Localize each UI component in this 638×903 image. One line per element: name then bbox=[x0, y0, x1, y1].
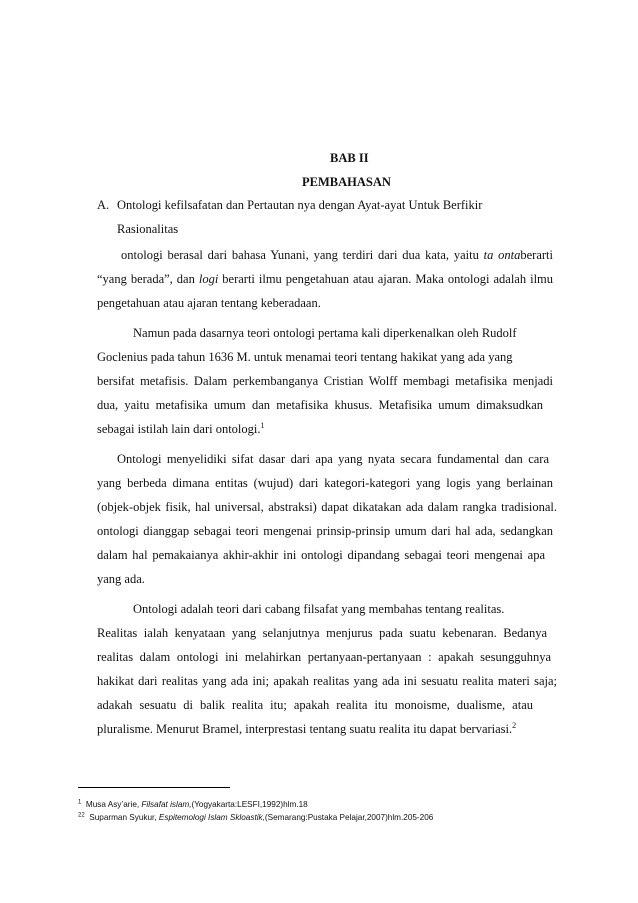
text-line: “yang berada”, dan logi berarti ilmu pengetahuan atau ajaran. Maka ontologi adalah ilmu bbox=[97, 272, 554, 286]
text-line: ontologi dianggap sebagai teori mengenai prinsip-prinsip umum dari hal ada, sedangkan bbox=[97, 524, 553, 538]
italic-term: logi bbox=[198, 272, 219, 286]
text-line: pluralisme. Menurut Bramel, interprestasi tentang suatu realita itu dapat bervariasi.$^2$ bbox=[97, 720, 517, 736]
section-heading-line: Ontologi kefilsafatan dan Pertautan nya dengan Ayat-ayat Untuk Berfikir bbox=[117, 198, 483, 212]
text-line: Goclenius pada tahun 1636 M. untuk menamai teori tentang hakikat yang ada yang bbox=[97, 350, 513, 364]
text-line: sebagai istilah lain dari ontologi.$^1$ bbox=[97, 420, 265, 436]
footnote-divider bbox=[78, 787, 230, 788]
text-line: hakikat dari realitas yang ada ini; apakah realitas yang ada ini sesuatu realita materi saja; bbox=[97, 674, 557, 688]
chapter-label: BAB II bbox=[330, 151, 369, 165]
text-line: Ontologi adalah teori dari cabang filsafat yang membahas tentang realitas. bbox=[133, 602, 505, 616]
text-line: Namun pada dasarnya teori ontologi pertama kali diperkenalkan oleh Rudolf bbox=[133, 326, 517, 340]
footnote: $^1$ Musa Asy’arie, Filsafat islam,(Yogyakarta:LESFI,1992)hlm.18 bbox=[78, 799, 308, 809]
chapter-title: PEMBAHASAN bbox=[302, 175, 391, 189]
text-line: pengetahuan atau ajaran tentang keberadaan. bbox=[97, 296, 321, 310]
text-line: ontologi berasal dari bahasa Yunani, yang terdiri dari dua kata, yaitu ta ontaberarti bbox=[121, 248, 553, 262]
footnote-ref: 1 bbox=[260, 420, 265, 430]
text-line: realitas dalam ontologi ini melahirkan pertanyaan-pertanyaan : apakah sesungguhnya bbox=[97, 650, 551, 664]
section-marker: A. bbox=[97, 198, 110, 212]
footnote-ref: 2 bbox=[512, 720, 517, 730]
text-line: dua, yaitu metafisika umum dan metafisika khusus. Metafisika umum dimaksudkan bbox=[97, 398, 543, 412]
text-line: yang ada. bbox=[97, 572, 145, 586]
italic-term: ta onta bbox=[483, 248, 521, 262]
footnote: $^{22}$ Suparman Syukur, Espitemologi Islam Skloastik,(Semarang:Pustaka Pelajar,2007)hlm.205-206 bbox=[78, 812, 434, 822]
text-line: dalam hal pemakaianya akhir-akhir ini ontologi dipandang sebagai teori mengenai apa bbox=[97, 548, 545, 562]
text-line: Realitas ialah kenyataan yang selanjutnya menjurus pada suatu kebenaran. Bedanya bbox=[97, 626, 547, 640]
section-heading-line: Rasionalitas bbox=[117, 222, 179, 236]
text-line: (objek-objek fisik, hal universal, abstraksi) dapat dikatakan ada dalam rangka tradisional. bbox=[97, 500, 557, 514]
text-line: yang berbeda dimana entitas (wujud) dari kategori-kategori yang logis yang berlainan bbox=[97, 476, 553, 490]
text-line: Ontologi menyelidiki sifat dasar dari apa yang nyata secara fundamental dan cara bbox=[117, 452, 549, 466]
text-line: adakah sesuatu di balik realita itu; apakah realita itu monoisme, dualisme, atau bbox=[97, 698, 533, 712]
text-line: bersifat metafisis. Dalam perkembanganya Cristian Wolff membagi metafisika menjadi bbox=[97, 374, 553, 388]
